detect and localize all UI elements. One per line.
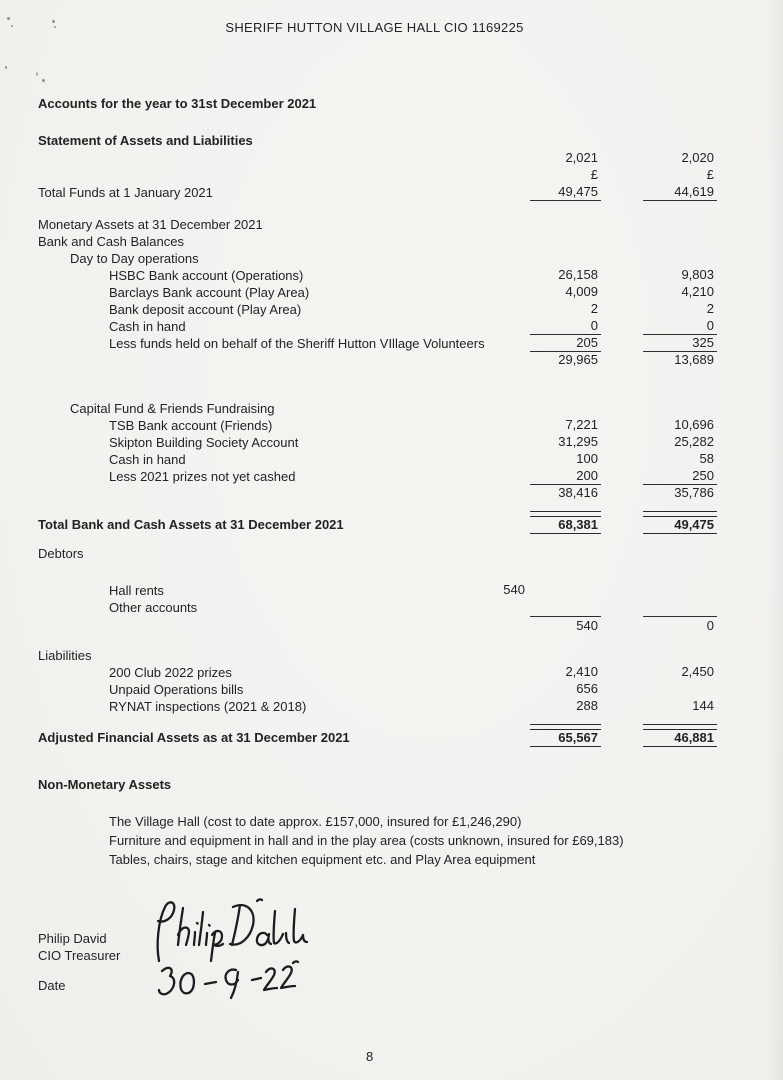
value-current-year: 26,158 [558,267,598,282]
value-prior-year: 25,282 [674,434,714,449]
statement-row [0,616,783,633]
value-current-year: 0 [530,318,601,335]
statement-row [0,724,783,747]
date-handwriting [150,957,302,1002]
statement-row [0,400,783,417]
accounts-heading: Accounts for the year to 31st December 2021 [38,96,317,111]
statement-row [0,301,783,318]
value-current-year: 7,221 [565,417,598,432]
treasurer-role: CIO Treasurer [38,948,121,963]
section-adjusted-assets [0,724,783,747]
row-label: Total Funds at 1 January 2021 [38,185,213,200]
section-capital-fund [0,400,783,502]
scan-speck [42,79,45,82]
section-debtors-items [0,582,783,633]
statement-row [0,698,783,715]
value-prior-year: 4,210 [681,284,714,299]
row-label: Less 2021 prizes not yet cashed [109,469,296,484]
value-prior-year: 58 [699,451,714,466]
document-title: SHERIFF HUTTON VILLAGE HALL CIO 1169225 [225,20,524,35]
row-label: Skipton Building Society Account [109,435,299,450]
value-current-year: 2 [590,301,598,316]
value-current-year: £ [590,167,598,182]
row-label: HSBC Bank account (Operations) [109,268,304,283]
value-prior-year: 144 [692,698,714,713]
row-label: TSB Bank account (Friends) [109,418,273,433]
row-label: Adjusted Financial Assets as at 31 December 2021 [38,730,350,745]
non-monetary-line: Furniture and equipment in hall and in the play area (costs unknown, insured for £69,183) [109,833,624,848]
section-debtors-heading [0,545,783,562]
value-current-year: 540 [530,616,601,633]
statement-row [0,485,783,502]
row-label: Debtors [38,546,84,561]
value-current-year: 31,295 [558,434,598,449]
section-monetary-assets [0,216,783,369]
statement-row [0,167,783,184]
statement-row [0,511,783,534]
row-label: RYNAT inspections (2021 & 2018) [109,699,307,714]
value-current-year: 200 [530,468,601,485]
value-prior-year: 250 [643,468,717,485]
row-label: Bank deposit account (Play Area) [109,302,302,317]
row-label: Day to Day operations [70,251,199,266]
value-prior-year: 10,696 [674,417,714,432]
value-current-year: 49,475 [530,184,601,201]
value-prior-year: 2 [706,301,714,316]
value-current-year: 2,021 [565,150,598,165]
row-label: Less funds held on behalf of the Sheriff Hutton VIllage Volunteers [109,336,485,351]
statement-row [0,451,783,468]
row-label: 200 Club 2022 prizes [109,665,232,680]
value-prior-year: 2,020 [681,150,714,165]
value-current-year: 29,965 [558,352,598,367]
row-label: Cash in hand [109,319,186,334]
non-monetary-lines [109,812,624,869]
value-prior-year: 13,689 [674,352,714,367]
value-prior-year: 44,619 [643,184,717,201]
statement-row [0,434,783,451]
statement-row [0,184,783,201]
statement-row [0,150,783,167]
statement-row [0,352,783,369]
row-label: Unpaid Operations bills [109,682,244,697]
value-current-year: 68,381 [530,511,601,534]
row-label: Liabilities [38,648,92,663]
statement-heading: Statement of Assets and Liabilities [38,133,253,148]
row-label: Hall rents [109,583,164,598]
page-number: 8 [366,1049,374,1064]
value-current-year: 205 [530,335,601,352]
statement-row [0,599,783,616]
section-liabilities [0,647,783,715]
statement-row [0,267,783,284]
row-label: Total Bank and Cash Assets at 31 December 2021 [38,517,344,532]
row-label: Cash in hand [109,452,186,467]
row-label: Other accounts [109,600,198,615]
non-monetary-heading: Non-Monetary Assets [38,777,172,792]
value-prior-year: 46,881 [643,724,717,747]
value-current-year: 4,009 [565,284,598,299]
statement-row [0,647,783,664]
value-prior-year: 0 [643,616,717,633]
statement-row [0,468,783,485]
row-label: Capital Fund & Friends Fundraising [70,401,275,416]
statement-row [0,335,783,352]
value-prior-year: 2,450 [681,664,714,679]
row-label: Bank and Cash Balances [38,234,184,249]
section-total-bank-assets [0,511,783,534]
statement-row [0,582,783,599]
value-current-year: 288 [576,698,598,713]
value-current-year: 656 [576,681,598,696]
statement-row [0,284,783,301]
value-prior-year: 0 [643,318,717,335]
value-current-year: 38,416 [558,485,598,500]
value-prior-year: 35,786 [674,485,714,500]
value-prior-year: 9,803 [681,267,714,282]
statement-row [0,417,783,434]
value-prior-year: £ [706,167,714,182]
scan-speck [5,66,8,70]
value-prior-year: 325 [643,335,717,352]
value-current-year: 2,410 [565,664,598,679]
statement-row [0,545,783,562]
statement-row [0,216,783,233]
value-current-year: 65,567 [530,724,601,747]
value-prior-year: 49,475 [643,511,717,534]
statement-row [0,250,783,267]
statement-row [0,318,783,335]
row-label: Barclays Bank account (Play Area) [109,285,310,300]
non-monetary-line: Tables, chairs, stage and kitchen equipment etc. and Play Area equipment [109,852,536,867]
statement-row [0,664,783,681]
statement-row [0,681,783,698]
treasurer-name: Philip David [38,931,107,946]
statement-row [0,233,783,250]
section-total-funds [0,150,783,201]
row-label: Monetary Assets at 31 December 2021 [38,217,263,232]
non-monetary-line: The Village Hall (cost to date approx. £157,000, insured for £1,246,290) [109,814,522,829]
date-label: Date [38,978,66,993]
value-current-year: 100 [576,451,598,466]
value-detail: 540 [503,582,525,597]
scan-speck [36,72,39,76]
